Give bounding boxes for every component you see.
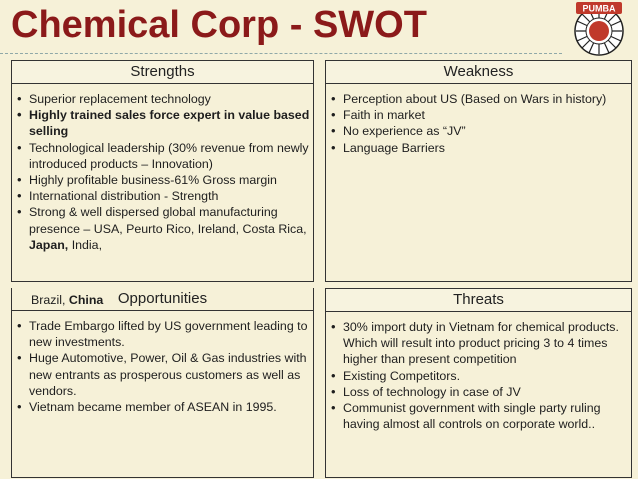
- opportunities-item: • Vietnam became member of ASEAN in 1995.: [15, 399, 311, 415]
- strengths-tail-china: China: [68, 293, 104, 307]
- strengths-item: • Superior replacement technology: [15, 91, 311, 107]
- strengths-list: [15, 91, 311, 253]
- strengths-tail-brazil: Brazil,: [31, 293, 69, 307]
- strengths-item: • Highly profitable business-61% Gross margin: [15, 172, 311, 188]
- strengths-box: [11, 60, 314, 282]
- strengths-item: [15, 204, 311, 253]
- strengths-header: Strengths: [12, 61, 313, 84]
- opportunities-box: [11, 288, 314, 478]
- strengths-item: • Technological leadership (30% revenue from newly introduced products – Innovation): [15, 140, 311, 172]
- threats-box: [325, 288, 632, 478]
- threats-list: [329, 319, 627, 432]
- strengths-item-text: Strong & well dispersed global manufacturing presence – USA, Peurto Rico, Ireland, Costa Rica,: [29, 205, 307, 236]
- weakness-item: • Perception about US (Based on Wars in history): [329, 91, 627, 107]
- strengths-item: • International distribution - Strength: [15, 188, 311, 204]
- weakness-header: Weakness: [326, 61, 631, 84]
- strengths-india: India,: [68, 237, 103, 252]
- weakness-item: • Faith in market: [329, 107, 627, 123]
- title-divider: [0, 53, 562, 54]
- opportunities-item: • Trade Embargo lifted by US government leading to new investments.: [15, 318, 311, 350]
- weakness-item: • Language Barriers: [329, 140, 627, 156]
- threats-item: • 30% import duty in Vietnam for chemical products. Which will result into product pricing 3 to 4 times higher than present competition: [329, 319, 627, 368]
- opportunities-header: Opportunities: [12, 288, 313, 311]
- opportunities-item: • Huge Automotive, Power, Oil & Gas industries with new entrants as prosperous customers as well as vendors.: [15, 350, 311, 399]
- threats-item: • Existing Competitors.: [329, 368, 627, 384]
- pumba-logo: [566, 0, 632, 56]
- threats-item: • Communist government with single party ruling having almost all controls on corporate world..: [329, 400, 627, 432]
- threats-item: • Loss of technology in case of JV: [329, 384, 627, 400]
- strengths-item: • Highly trained sales force expert in value based selling: [15, 107, 311, 139]
- weakness-list: [329, 91, 627, 156]
- slide-title: Chemical Corp - SWOT: [11, 4, 427, 46]
- weakness-box: [325, 60, 632, 282]
- strengths-japan: Japan,: [29, 237, 69, 252]
- threats-header: Threats: [326, 289, 631, 312]
- opportunities-list: [15, 318, 311, 415]
- weakness-item: • No experience as “JV”: [329, 123, 627, 139]
- logo-text: PUMBA: [582, 3, 616, 14]
